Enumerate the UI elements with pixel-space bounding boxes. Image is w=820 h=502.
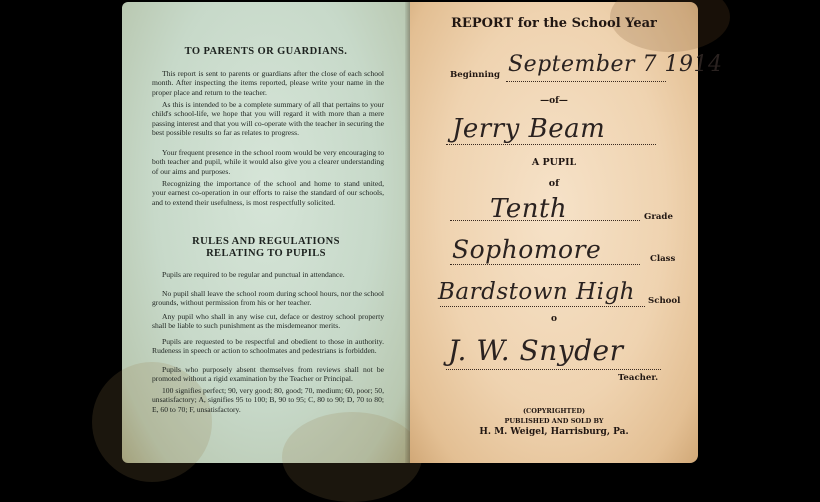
parents-paragraph: Recognizing the importance of the school and home to stand united, your earnest co-operation in our efforts to raise the standard of our schools, and to extend their usefulness, is most respectfully solicited. xyxy=(152,179,384,207)
published-by: PUBLISHED AND SOLD BY xyxy=(504,417,604,425)
grade-handwritten: Tenth xyxy=(490,194,568,224)
class-line xyxy=(450,264,640,265)
right-page xyxy=(410,2,723,463)
copyright-notice: (COPYRIGHTED) xyxy=(522,407,586,415)
a-pupil-label: A PUPIL xyxy=(531,157,577,168)
school-handwritten: Bardstown High xyxy=(438,279,635,305)
rules-subheading: RELATING TO PUPILS xyxy=(206,248,326,259)
grade-label: Grade xyxy=(644,212,673,222)
of-label: of xyxy=(548,178,560,189)
beginning-date-handwritten: September 7 1914 xyxy=(508,52,723,77)
stain-mark xyxy=(282,412,422,502)
rules-paragraph: Any pupil who shall in any wise cut, deface or destroy school property shall be liable to such punishment as the misdemeanor merits. xyxy=(152,312,384,331)
rules-paragraph: No pupil shall leave the school room during school hours, nor the school grounds, without permission from his or her teacher. xyxy=(152,289,384,308)
report-title: REPORT for the School Year xyxy=(451,16,657,31)
rules-paragraph: Pupils who purposely absent themselves from reviews shall not be promoted without a rigid examination by the Teacher or Principal. xyxy=(152,365,384,384)
rules-paragraph: Pupils are required to be regular and punctual in attendance. xyxy=(162,270,345,279)
parents-paragraph: Your frequent presence in the school room would be very encouraging to both teacher and pupil, while it would also give you a clearer understanding of our aims and purposes. xyxy=(152,148,384,176)
class-handwritten: Sophomore xyxy=(452,235,602,264)
report-booklet xyxy=(122,2,723,463)
rules-paragraph: Pupils are requested to be respectful and obedient to those in authority. Rudeness in speech or action to schoolmates and pedestrians is forbidden. xyxy=(152,337,384,356)
parents-paragraph: As this is intended to be a complete summary of all that pertains to your child's school-life, we hope that you will regard it with more than a mere passing interest and that you will co-operate with the teacher in securing the best possible results so far as relates to progress. xyxy=(152,100,384,137)
publisher-name: H. M. Weigel, Harrisburg, Pa. xyxy=(479,427,629,437)
left-page xyxy=(122,2,410,463)
grading-scale-paragraph: 100 signifies perfect; 90, very good; 80, good; 70, medium; 60, poor; 50, unsatisfactory; A, signifies 95 to 100; B, 90 to 95; C, 80 to 90; D, 70 to 80; E, 60 to 70; F, unsatisfactory. xyxy=(152,386,384,414)
beginning-line xyxy=(506,81,666,82)
school-line xyxy=(440,306,645,307)
beginning-label: Beginning xyxy=(450,70,501,80)
of-separator: —of— xyxy=(540,96,568,106)
school-label: School xyxy=(648,296,681,306)
grade-line xyxy=(450,220,640,221)
parents-paragraph: This report is sent to parents or guardians after the close of each school month. After inspecting the items reported, please write your name in the proper place and return to the teacher. xyxy=(152,69,384,97)
o-separator: o xyxy=(550,314,557,324)
pupil-name-line xyxy=(446,144,656,145)
class-label: Class xyxy=(650,254,676,264)
teacher-label: Teacher. xyxy=(618,373,659,383)
rules-heading: RULES AND REGULATIONS xyxy=(192,236,340,247)
parents-heading: TO PARENTS OR GUARDIANS. xyxy=(184,46,348,57)
pupil-name-handwritten: Jerry Beam xyxy=(452,114,606,144)
teacher-handwritten: J. W. Snyder xyxy=(448,334,624,367)
teacher-line xyxy=(446,369,661,370)
